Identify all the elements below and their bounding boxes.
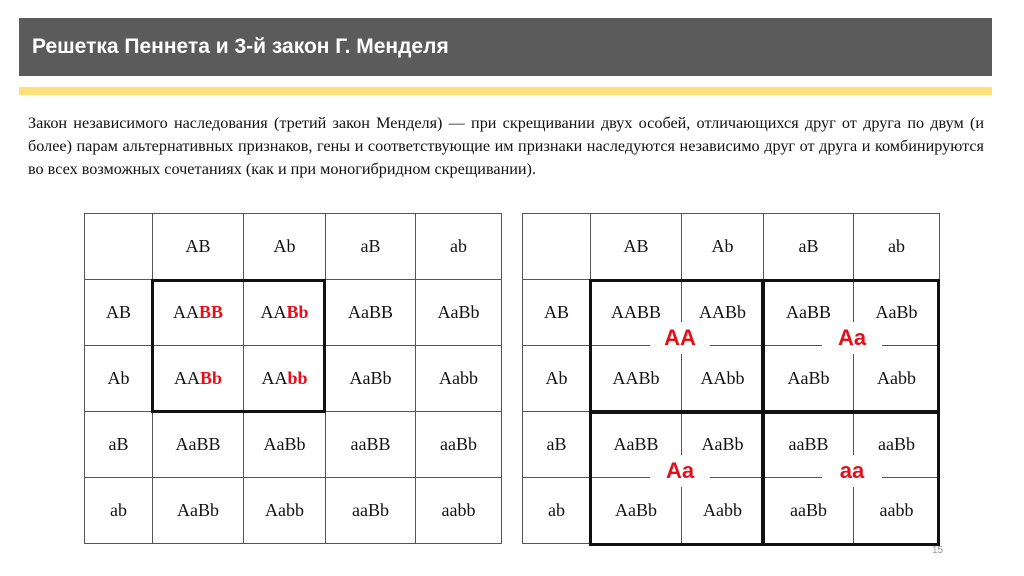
genotype-prefix: Aabb: [265, 500, 304, 520]
genotype-cell: AaBb: [591, 478, 682, 544]
grid-corner: [85, 214, 153, 280]
quadrant-label: aa: [822, 455, 882, 487]
grid-corner: [523, 214, 591, 280]
genotype-highlight: Bb: [199, 368, 223, 388]
row-header: aB: [85, 412, 153, 478]
genotype-cell: [153, 346, 244, 412]
genotype-prefix: AaBB: [175, 434, 221, 454]
genotype-prefix: AaBb: [437, 302, 480, 322]
genotype-cell: Aabb: [854, 346, 940, 412]
genotype-prefix: AaBb: [263, 434, 306, 454]
col-header: AB: [591, 214, 682, 280]
genotype-cell: [153, 478, 244, 544]
genotype-prefix: AaBB: [348, 302, 393, 322]
page-number: 15: [932, 545, 944, 556]
genotype-prefix: AA: [260, 302, 287, 322]
col-header: AB: [153, 214, 244, 280]
row-header: AB: [85, 280, 153, 346]
genotype-cell: [326, 478, 416, 544]
genotype-cell: aaBb: [854, 412, 940, 478]
genotype-prefix: AA: [173, 368, 200, 388]
col-header: ab: [416, 214, 502, 280]
genotype-cell: Aabb: [682, 478, 764, 544]
row-header: ab: [85, 478, 153, 544]
genotype-cell: [416, 280, 502, 346]
genotype-cell: [326, 280, 416, 346]
genotype-prefix: aaBb: [440, 434, 477, 454]
genotype-cell: [416, 412, 502, 478]
genotype-cell: [153, 412, 244, 478]
genotype-cell: aaBb: [764, 478, 854, 544]
col-header: aB: [326, 214, 416, 280]
genotype-cell: [244, 280, 326, 346]
genotype-cell: AaBb: [682, 412, 764, 478]
accent-line: [19, 87, 992, 95]
genotype-cell: [244, 346, 326, 412]
genotype-highlight: bb: [287, 368, 308, 388]
row-header: Ab: [85, 346, 153, 412]
genotype-prefix: AaBb: [349, 368, 392, 388]
genotype-cell: AaBB: [764, 280, 854, 346]
intro-paragraph: Закон независимого наследования (третий закон Менделя) — при скрещивании двух особей, отличающихся друг от друга по двум (и более) парам альтернативных признаков, гены и соответствующие им признаки наследуются независимо друг от друга и комбинируются во всех возможных сочетаниях (как и при моногибридном скрещивании).: [28, 114, 984, 178]
genotype-cell: AaBb: [764, 346, 854, 412]
row-header: aB: [523, 412, 591, 478]
genotype-highlight: Bb: [286, 302, 309, 322]
genotype-highlight: BB: [198, 302, 223, 322]
genotype-prefix: AaBb: [177, 500, 219, 520]
genotype-cell: aabb: [854, 478, 940, 544]
genotype-cell: aaBB: [764, 412, 854, 478]
genotype-cell: [416, 346, 502, 412]
genotype-prefix: aaBB: [350, 434, 391, 454]
quadrant-label: Aa: [822, 322, 882, 354]
genotype-cell: [153, 280, 244, 346]
genotype-cell: [326, 412, 416, 478]
genotype-cell: [416, 478, 502, 544]
quadrant-label: AA: [650, 322, 710, 354]
genotype-cell: [244, 478, 326, 544]
genotype-prefix: AA: [172, 302, 199, 322]
genotype-cell: AaBb: [854, 280, 940, 346]
punnett-grid-right: [522, 213, 940, 544]
genotype-cell: AABb: [591, 346, 682, 412]
row-header: Ab: [523, 346, 591, 412]
row-header: AB: [523, 280, 591, 346]
genotype-prefix: Aabb: [439, 368, 478, 388]
col-header: Ab: [682, 214, 764, 280]
genotype-cell: [326, 346, 416, 412]
genotype-cell: AaBB: [591, 412, 682, 478]
genotype-prefix: aabb: [441, 500, 476, 520]
col-header: Ab: [244, 214, 326, 280]
row-header: ab: [523, 478, 591, 544]
genotype-cell: AABB: [591, 280, 682, 346]
genotype-cell: [244, 412, 326, 478]
genotype-prefix: aaBb: [352, 500, 389, 520]
col-header: aB: [764, 214, 854, 280]
genotype-cell: AAbb: [682, 346, 764, 412]
slide-title: Решетка Пеннета и 3-й закон Г. Менделя: [32, 35, 449, 58]
punnett-grid-left: [84, 213, 502, 544]
genotype-prefix: AA: [261, 368, 288, 388]
col-header: ab: [854, 214, 940, 280]
quadrant-label: Aa: [650, 455, 710, 487]
genotype-cell: AABb: [682, 280, 764, 346]
